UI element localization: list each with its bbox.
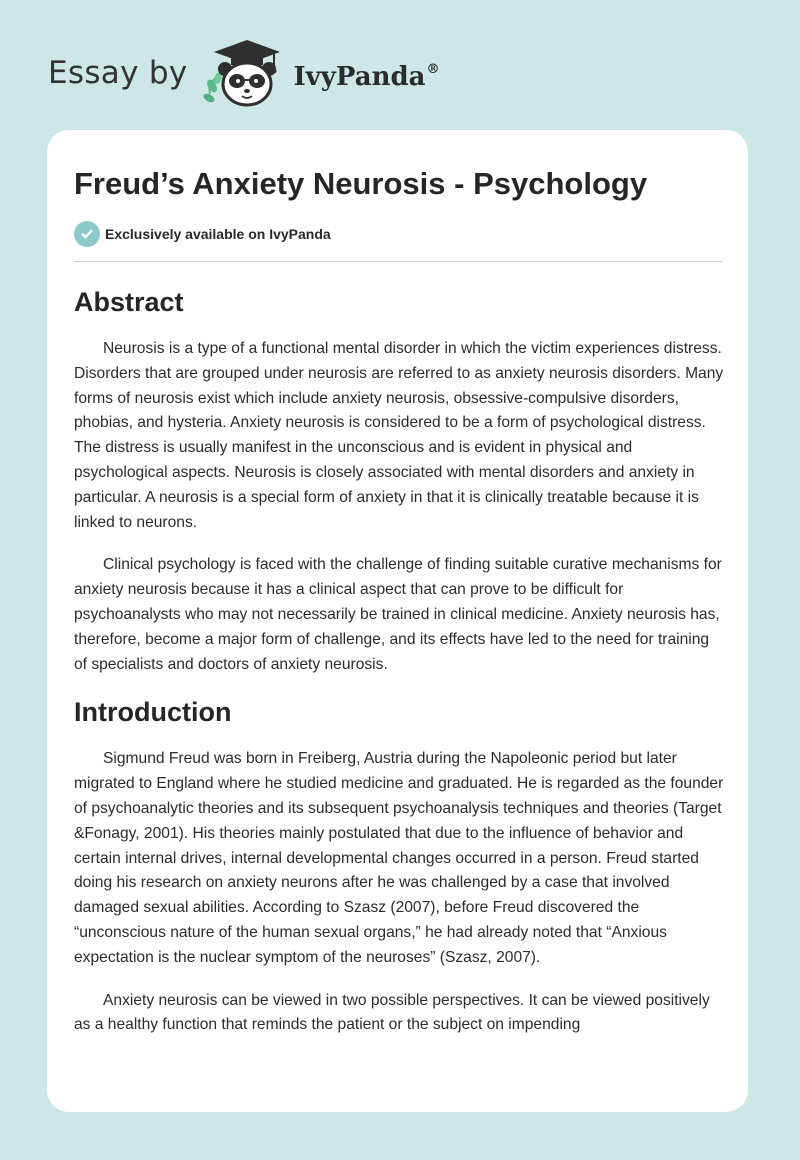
page-title: Freud’s Anxiety Neurosis - Psychology [74,166,648,201]
exclusive-badge [74,221,331,247]
brand-prefix: Essay by [48,55,188,91]
section-heading-introduction: Introduction [74,697,232,728]
section-heading-abstract: Abstract [74,287,184,317]
paragraph: Clinical psychology is faced with the challenge of finding suitable curative mechanisms for anxiety neurosis because it has a clinical aspect that can prove to be difficult for psychoanalysts who may not necessarily be trained in clinical medicine. Anxiety neurosis has, therefore, become a major form of challenge, and its effects have led to the need for training of specialists and doctors of anxiety neurosis. [74,556,722,673]
article-body [74,280,724,1056]
paragraph: Sigmund Freud was born in Freiberg, Austria during the Napoleonic period but later migrated to England where he studied medicine and graduated. He is regarded as the founder of psychoanalytic theories and its subsequent psychoanalysis techniques and theories (Target &Fonagy, 2001). His theories mainly postulated that due to the influence of behavior and certain internal drives, internal developmental changes occurred in a person. Freud started doing his research on anxiety neurons after he was challenged by a case that involved damaged sexual abilities. According to Szasz (2007), before Freud discovered the “unconscious nature of the human sexual organs,” he had already noted that “Anxious expectation is the nuclear symptom of the neuroses” (Szasz, 2007). [74,750,724,966]
paragraph: Anxiety neurosis can be viewed in two possible perspectives. It can be viewed positively as a healthy function that reminds the patient or the subject on impending [74,991,710,1034]
check-circle-icon [74,221,100,247]
brand-header[interactable] [48,36,440,110]
paragraph: Neurosis is a type of a functional mental disorder in which the victim experiences distress. Disorders that are grouped under neurosis are referred to as anxiety neurosis disorders. Many forms of neurosis exist which include anxiety neurosis, obsessive-compulsive disorders, phobias, and hysteria. Anxiety neurosis is considered to be a form of psychological distress. The distress is usually manifest in the unconscious and is evident in physical and psychological aspects. Neurosis is closely associated with mental disorders and anxiety in particular. A neurosis is a special form of anxiety in that it is clinically treatable because it is linked to neurons. [74,340,724,531]
badge-text: Exclusively available on IvyPanda [105,226,331,242]
panda-logo-icon [202,36,292,110]
brand-name: IvyPanda® [293,62,440,92]
article-card [47,130,748,1112]
title-divider [74,261,722,262]
